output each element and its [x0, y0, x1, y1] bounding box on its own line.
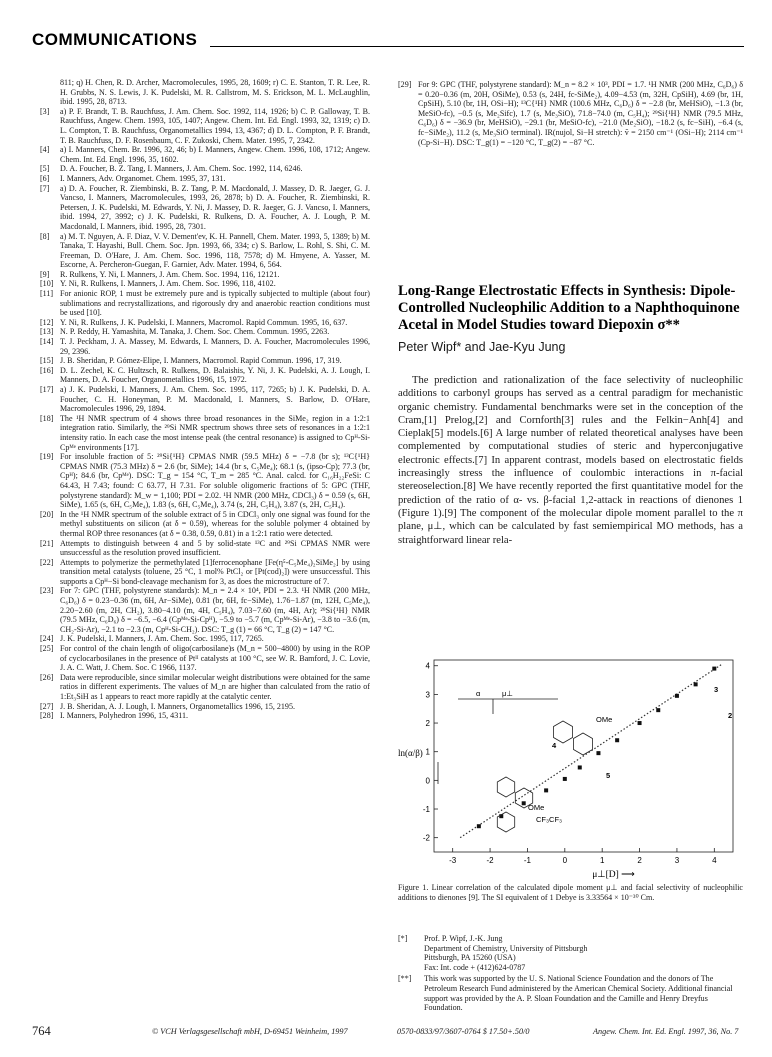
page-footer	[32, 1024, 744, 1040]
chart-annotation: OMe	[596, 715, 613, 724]
data-point	[656, 708, 660, 712]
reference-number: [19]	[40, 452, 54, 462]
reference-number: [15]	[40, 356, 54, 366]
page-number: 764	[32, 1024, 51, 1038]
x-tick-label: 2	[637, 856, 642, 865]
reference-item	[40, 232, 370, 270]
reference-item	[398, 80, 743, 147]
y-tick-label: -2	[422, 833, 430, 843]
author-footnotes	[398, 934, 743, 1015]
acetal-ring-icon	[497, 777, 514, 797]
reference-text: For insoluble fraction of 5: ²⁹Si{¹H} CPMAS NMR (59.5 MHz) δ = −7.8 (br s); ¹³C{¹H} CPMAS NMR (75.3 MHz) δ = 2.6 (br, SiMe); 14.4 (br s, C₅Me₄); 68.1 (s, (ipso-Cp); 77.3 (br, Cpᴴ); 84.6 (br, Cpᴹᵉ). DSC: T_g = 154 °C, T_m = 285 °C. Anal. calcd. for C₁₆H₂₂FeSi: C 64.43, H 7.43; found: C 63.77, H 7.31. For soluble oligomeric fractions of 5: GPC (THF, polystyrene standard): M_w = 1,100; PDI = 2.02. ¹H NMR (200 MHz, CDCl₃) δ = 0.59 (s, 6H, SiMe), 1.65 (s, 6H, C₅Me₄), 1.83 (s, 6H, C₅Me₄), 3.74 (s, 2H, C₅H₄), 3.87 (s, 2H, C₅H₄).	[60, 452, 370, 510]
reference-item	[40, 289, 370, 318]
reference-item	[40, 337, 370, 356]
footnote-line: Pittsburgh, PA 15260 (USA)	[424, 953, 516, 963]
reference-text: I. Manners, Adv. Organomet. Chem. 1995, 37, 131.	[60, 173, 226, 183]
reference-number: [12]	[40, 317, 54, 327]
reference-item	[40, 644, 370, 673]
reference-text: Y. Ni, R. Rulkens, I. Manners, J. Am. Chem. Soc. 1996, 118, 4102.	[60, 279, 276, 289]
publisher-line: © VCH Verlagsgesellschaft mbH, D-69451 Weinheim, 1997	[152, 1027, 348, 1036]
reference-item	[40, 414, 370, 452]
footnote-line: Department of Chemistry, University of Pittsburgh	[424, 943, 588, 953]
reference-text: N. P. Reddy, H. Yamashita, M. Tanaka, J. Chem. Soc. Chem. Commun. 1995, 2263.	[60, 327, 330, 337]
reference-text: a) M. T. Nguyen, A. F. Diaz, V. V. Dement'ev, K. H. Pannell, Chem. Mater. 1993, 5, 1389; b) M. Tanaka, T. Hayashi, Bull. Chem. Soc. Jpn. 1993, 66, 334; c) S. Barlow, L. Rohl, S. Shi, C. M. Freeman, D. O'Hare, J. Am. Chem. Soc. 1996, 118, 7578; d) M. Hmyene, A. Yasser, M. Escorne, A. Percheron-Guegan, F. Garnier, Adv. Mater. 1994, 6, 564.	[60, 231, 370, 270]
reference-item	[40, 673, 370, 702]
reference-number: [23]	[40, 586, 54, 596]
data-point	[596, 751, 600, 755]
y-tick-label: 2	[425, 719, 430, 729]
data-point	[694, 682, 698, 686]
footnote	[398, 934, 743, 972]
figure-1-chart	[398, 652, 743, 880]
x-tick-label: -1	[523, 856, 531, 865]
reference-text: a) J. K. Pudelski, I. Manners, J. Am. Chem. Soc. 1995, 117, 7265; b) J. K. Pudelski, D. A. Foucher, C. H. Honeyman, P. M. Macdonald, I. Manners, S. Barlow, D. O'Hare, Macromolecules 1996, 29, 1894.	[60, 385, 370, 414]
reference-item	[40, 279, 370, 289]
page-header	[32, 30, 744, 58]
reference-text: Attempts to polymerize the permethylated [1]ferrocenophane [Fe(η⁵-C₅Me₄)₂SiMe₂] by using transition metal catalysts (toluene, 25 °C, 1 mol% PtCl₂ or [Pt(cod)₂]) were unsuccessful. This supports a Cpᴴ−Si bond-cleavage mechanism for 3, as does the microstructure of 7.	[60, 557, 370, 586]
reference-number: [8]	[40, 231, 50, 241]
references-left-column	[40, 78, 370, 721]
reference-item	[40, 711, 370, 721]
reference-number: [25]	[40, 644, 54, 654]
y-tick-label: 0	[425, 776, 430, 786]
data-point	[477, 824, 481, 828]
reference-number: [18]	[40, 413, 54, 423]
reference-item	[40, 539, 370, 558]
regression-line	[460, 664, 722, 837]
reference-text: For 9: GPC (THF, polystyrene standard): M_n = 8.2 × 10³, PDI = 1.7. ¹H NMR (200 MHz, C₆D₆) δ = 0.20−0.36 (m, 20H, OSiMe), 0.53 (s, 24H, fc-SiMe₂), 4.09−4.53 (m, 32H, CpSiH), 4.69 (br, 1H, CpSiH), 5.10 (br, 1H, OSi−H); ¹³C{¹H} NMR (100.6 MHz, C₆D₆) δ = −2.8 (br, MeHSiO), −1.3 (br, MeSiO-fc), −0.5 (s, Me₂Sifc), 1.7 (s, Me₃SiO), 71.8−74.0 (m, C₅H₄); ²⁹Si{¹H} NMR (79.5 MHz, C₆D₆) δ = −36.9 (br, MeHSiO), −29.1 (br, MeSiO-fc), −21.0 (Me₂SiO), −18.2 (s, fc−SiH), −6.4 (s, fc−SiMe₂), 11.2 (s, Me₃SiO terminal). IR(nujol, Si−H stretch): ṽ = 2150 cm⁻¹ (OSi−H); 2114 cm⁻¹ (Cp-Si−H). DSC: T_g(1) = −120 °C, T_g(2) = −87 °C.	[418, 80, 743, 147]
reference-item	[40, 510, 370, 539]
reference-item	[40, 558, 370, 587]
article	[398, 283, 743, 547]
reference-text: I. Manners, Polyhedron 1996, 15, 4311.	[60, 711, 188, 721]
reference-number: [6]	[40, 173, 50, 183]
reference-text: R. Rulkens, Y. Ni, I. Manners, J. Am. Chem. Soc. 1994, 116, 12121.	[60, 269, 280, 279]
article-authors: Peter Wipf* and Jae-Kyu Jung	[398, 340, 566, 354]
data-point	[544, 788, 548, 792]
footnote-line: Prof. P. Wipf, J.-K. Jung	[424, 934, 503, 943]
dienone-ring-icon	[554, 721, 573, 743]
reference-item	[40, 164, 370, 174]
reference-text: a) P. F. Brandt, T. B. Rauchfuss, J. Am. Chem. Soc. 1992, 114, 1926; b) C. P. Galloway, T. B. Rauchfuss, Angew. Chem. 1993, 105, 1407; Angew. Chem. Int. Ed. Engl. 1993, 32, 1319; c) D. L. Compton, T. B. Rauchfuss, Organometallics 1994, 13, 4367; d) D. L. Compton, P. F. Brandt, T. B. Rauchfuss, D. F. Rosenbaum, C. F. Zukoski, Chem. Mater. 1995, 7, 2342.	[60, 106, 370, 145]
reference-number: [9]	[40, 269, 50, 279]
reference-number: [24]	[40, 634, 54, 644]
reference-number: [20]	[40, 509, 54, 519]
data-point	[675, 694, 679, 698]
journal-citation: Angew. Chem. Int. Ed. Engl. 1997, 36, No. 7	[593, 1027, 739, 1036]
reference-text: a) I. Manners, Chem. Br. 1996, 32, 46; b) I. Manners, Angew. Chem. 1996, 108, 1712; Angew. Chem. Int. Ed. Engl. 1996, 35, 1602.	[60, 145, 370, 164]
footnote-mark: [*]	[398, 934, 408, 943]
reference-number: [17]	[40, 385, 54, 394]
reference-text: For anionic ROP, 1 must be extremely pure and is typically subjected to multiple (about four) sublimations and recrystallizations, and rigorously dry and anaerobic reaction conditions must be used [10].	[60, 289, 370, 318]
reference-number: [4]	[40, 145, 50, 155]
reference-text: Y. Ni, R. Rulkens, J. K. Pudelski, I. Manners, Macromol. Rapid Commun. 1995, 16, 637.	[60, 317, 348, 327]
reference-text: In the ¹H NMR spectrum of the soluble extract of 5 in CDCl₃ only one signal was found for the methyl substituents on silicon (at δ = 0.59), whereas for the soluble polymer 4 obtained by thermal ROP three resonances (at δ = 0.38, 0.59, 0.81) in a 1:2:1 ratio were detected.	[60, 509, 370, 538]
reference-text: For control of the chain length of oligo(carbosilane)s (M_n = 500−4800) by using in the ROP of cyclocarbosilanes in the presence of Ptᴵᴵ catalysts at 100 °C, see W. R. Bamford, J. C. Lovie, J. A. C. Watt, J. Chem. Soc. C 1966, 1137.	[60, 644, 370, 673]
reference-text: D. A. Foucher, B. Z. Tang, I. Manners, J. Am. Chem. Soc. 1992, 114, 6246.	[60, 164, 303, 174]
footnote-line: Fax: Int. code + (412)624-0787	[424, 962, 526, 972]
x-tick-label: 3	[674, 856, 680, 865]
y-axis-label: ln(α/β)	[398, 748, 423, 758]
chart-annotation: α	[476, 689, 481, 698]
footnote	[398, 974, 743, 1012]
reference-text: a) D. A. Foucher, R. Ziembinski, B. Z. Tang, P. M. Macdonald, J. Massey, D. R. Jaeger, G. J. Vancso, I. Manners, Macromolecules, 1993, 26, 2878; b) D. A. Foucher, R. Ziembinski, R. Petersen, J. K. Pudelski, M. Edwards, Y. Ni, J. Massey, D. R. Jaeger, G. J. Vancso, I. Manners, ibid. 1994, 27, 3992; c) J. K. Pudelski, R. Rulkens, D. A. Foucher, A. J. Lough, P. M. Macdonald, I. Manners, ibid. 1995, 28, 7301.	[60, 183, 370, 231]
reference-number: [5]	[40, 164, 50, 174]
reference-number: [21]	[40, 538, 54, 548]
reference-text: Attempts to distinguish between 4 and 5 by solid-state ¹³C and ²⁹Si CPMAS NMR were unsuccessful as the resolution proved insufficient.	[60, 538, 370, 558]
chart-annotation: 3	[714, 685, 719, 694]
y-tick-label: 4	[425, 661, 430, 671]
data-point	[563, 777, 567, 781]
reference-number: [29]	[398, 80, 412, 89]
reference-item	[40, 78, 370, 107]
x-tick-label: -3	[449, 856, 457, 865]
reference-number: [3]	[40, 106, 50, 116]
reference-text: D. L. Zechel, K. C. Hultzsch, R. Rulkens, D. Balaishis, Y. Ni, J. K. Pudelski, A. J. Lough, I. Manners, D. A. Foucher, Organometallics 1996, 15, 1972.	[60, 365, 370, 385]
reference-number: [26]	[40, 672, 54, 682]
reference-item	[40, 702, 370, 712]
reference-item	[40, 366, 370, 385]
x-tick-label: 0	[562, 856, 568, 865]
references-right-column	[398, 80, 743, 147]
reference-number: [13]	[40, 327, 54, 337]
y-tick-label: -1	[422, 805, 430, 815]
y-tick-label: 3	[425, 690, 430, 700]
x-tick-label: 4	[712, 856, 717, 865]
reference-item	[40, 184, 370, 232]
x-tick-label: 1	[599, 856, 605, 865]
reference-text: T. J. Peckham, J. A. Massey, M. Edwards, I. Manners, D. A. Foucher, Macromolecules 1996, 29, 2396.	[60, 337, 370, 356]
reference-item	[40, 385, 370, 414]
reference-item	[40, 174, 370, 184]
issn-line: 0570-0833/97/3607-0764 $ 17.50+.50/0	[397, 1027, 530, 1036]
reference-number: [7]	[40, 183, 50, 193]
data-point	[522, 801, 526, 805]
x-tick-label: -2	[486, 856, 494, 865]
chart-annotation: OMe	[528, 803, 545, 812]
article-body: The prediction and rationalization of the face selectivity of nucleophilic additions to carbonyl groups has served as a central paradigm for mechanistic organic chemistry. Fundamental benchmarks were set in the conception of the Cram,[1] Prelog,[2] and Cornforth[3] rules and the Felkin−Anh[4] and Cieplak[5] models.[6] A large number of related theoretical analyses have been complemented by computational studies of steric and hyperconjugative electronic effects.[7] In apparent contrast, models based on electrostatic fields increasingly stress the influence of coulombic interactions in π-facial stereoselection.[8] We have recently reported the first quantitative model for the prediction of the ratio of α- vs. β-facial 1,2-attack in reactions of dienones 1 (Figure 1).[9] The component of the molecular dipole moment parallel to the π plane, μ⊥, which can be calculated by fast semiempirical MO methods, has a straightforward linear rela-	[398, 375, 743, 546]
chart-annotation: μ⊥	[502, 689, 513, 698]
chart-annotation: 2	[728, 711, 733, 720]
reference-item	[40, 145, 370, 164]
data-point	[638, 721, 642, 725]
reference-item	[40, 270, 370, 280]
reference-item	[40, 586, 370, 634]
reference-text: Data were reproducible, since similar molecular weight distributions were obtained for the same ratios in different experiments. The values of M_n are higher than calculated from the ratio of 1:Et₃SiH as 1 appears to react more rapidly at the catalytic center.	[60, 672, 370, 701]
reference-text: J. B. Sheridan, A. J. Lough, I. Manners, Organometallics 1996, 15, 2195.	[60, 701, 295, 711]
reference-number: [16]	[40, 365, 54, 375]
reference-item	[40, 327, 370, 337]
reference-number: [11]	[40, 289, 54, 299]
data-point	[578, 765, 582, 769]
x-axis-label: μ⊥[D] ⟶	[592, 870, 635, 880]
reference-item	[40, 452, 370, 510]
reference-text: 811; q) H. Chen, R. D. Archer, Macromolecules, 1995, 28, 1609; r) C. E. Stanton, T. R. Lee, R. H. Grubbs, N. S. Lewis, J. K. Pudelski, M. R. Callstrom, M. S. Erickson, M. L. McLaughlin, ibid. 1995, 28, 8713.	[60, 78, 370, 107]
reference-text: J. K. Pudelski, I. Manners, J. Am. Chem. Soc. 1995, 117, 7265.	[60, 634, 264, 644]
reference-number: [22]	[40, 557, 54, 567]
reference-item	[40, 318, 370, 328]
chart-annotation: 5	[606, 771, 611, 780]
reference-text: J. B. Sheridan, P. Gómez-Elipe, I. Manners, Macromol. Rapid Commun. 1996, 17, 319.	[60, 356, 342, 366]
reference-item	[40, 634, 370, 644]
reference-number: [28]	[40, 711, 54, 721]
figure-caption: Figure 1. Linear correlation of the calculated dipole moment μ⊥ and facial selectivity of nucleophilic additions to dienones [9]. The SI equivalent of 1 Debye is 3.33564 × 10⁻³⁰ Cm.	[398, 883, 743, 902]
footnote-mark: [**]	[398, 974, 412, 984]
reference-text: The ¹H NMR spectrum of 4 shows three broad resonances in the SiMe₂ region in a 1:2:1 integration ratio. Similarly, the ²⁹Si NMR spectrum shows three sets of resonances in a 1:2:1 intensity ratio. In each case the most intense peak (the central resonance) is assigned to Cpᴴ-Si-Cpᴹᵉ environments [17].	[60, 413, 370, 452]
reference-number: [10]	[40, 279, 54, 289]
article-title: Long-Range Electrostatic Effects in Synthesis: Dipole-Controlled Nucleophilic Addition to a Naphthoquinone Acetal in Model Studies toward Diepoxin σ**	[398, 283, 740, 333]
reference-item	[40, 356, 370, 366]
data-point	[615, 738, 619, 742]
data-point	[712, 667, 716, 671]
y-tick-label: 1	[425, 747, 430, 757]
chart-annotation: 4	[552, 741, 557, 750]
reference-text: For 7: GPC (THF, polystyrene standards): M_n = 2.4 × 10⁴, PDI = 2.3. ¹H NMR (200 MHz, C₆D₆) δ = 0.23−0.36 (m, 6H, Ar−SiMe), 0.81 (br, 6H, fc−SiMe), 1.76−1.87 (m, 12H, C₅Me₄), 2.20−2.60 (m, 2H, CH₂), 3.80−4.10 (m, 4H, C₅H₄), 7.03−7.60 (m, 4H, Ar); ²⁹Si{¹H} NMR (79.5 MHz, C₆D₆) δ = −6.5, −6.4 (Cpᴹᵉ-Si-Cpᴴ), −5.9 to −5.7 (m, Cpᴹᵉ-Si-Ar), −3.8 to −3.6 (m, CH₂-Si-Ar), −2.1 to −2.3 (m, Cpᴴ-Si-CH₂). DSC: T_g (1) = 66 °C, T_g (2) = 147 °C.	[60, 586, 370, 634]
footnote-line: This work was supported by the U. S. National Science Foundation and the donors of The Petroleum Research Fund administered by the American Chemical Society. Additional financial support was provided by the A. P. Sloan Foundation and the Camille and Henry Dreyfus Foundation.	[424, 974, 733, 1013]
header-rule	[210, 46, 744, 47]
reference-number: [14]	[40, 337, 54, 347]
section-title: COMMUNICATIONS	[32, 30, 198, 49]
reference-item	[40, 107, 370, 145]
reference-number: [27]	[40, 701, 54, 711]
chart-annotation: CF₃CF₃	[536, 815, 563, 824]
